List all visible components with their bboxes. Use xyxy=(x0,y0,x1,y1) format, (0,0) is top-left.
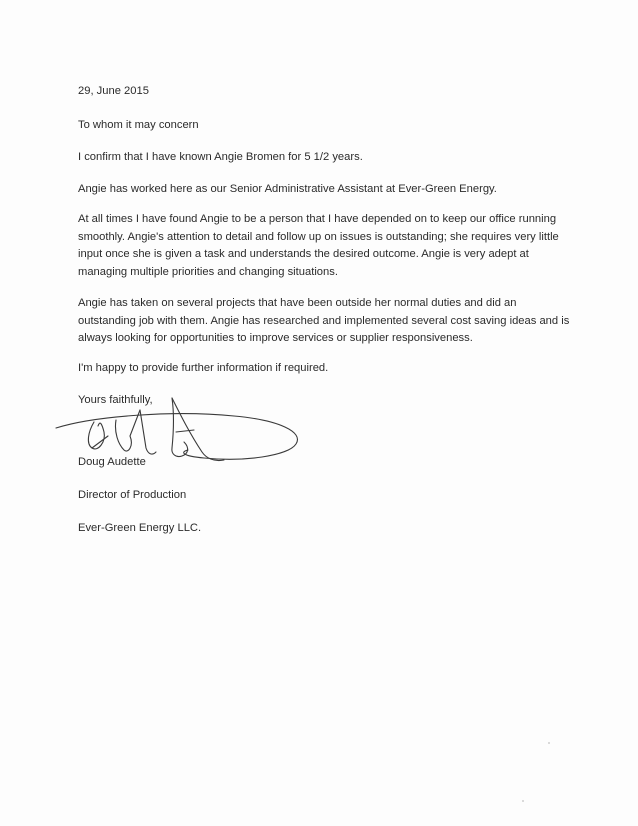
paragraph-4 xyxy=(78,295,569,348)
paragraph-5: I'm happy to provide further information if required. xyxy=(78,362,329,374)
signer-name: Doug Audette xyxy=(78,456,146,468)
paper-speck xyxy=(548,742,550,744)
paragraph-4-line: always looking for opportunities to improve services or supplier responsiveness. xyxy=(78,332,473,345)
signer-title: Director of Production xyxy=(78,489,187,501)
paragraph-4-line: Angie has taken on several projects that have been outside her normal duties and did an xyxy=(78,297,517,309)
letter-greeting: To whom it may concern xyxy=(78,119,199,131)
paragraph-4-line: outstanding job with them. Angie has researched and implemented several cost saving ideas and is xyxy=(78,314,570,327)
paragraph-2: Angie has worked here as our Senior Administrative Assistant at Ever-Green Energy. xyxy=(78,183,497,195)
paragraph-3-line: smoothly. Angie's attention to detail and follow up on issues is outstanding; she requires very little xyxy=(78,230,559,243)
handwritten-signature xyxy=(54,392,304,472)
letter-date: 29, June 2015 xyxy=(78,85,149,97)
letter-closing: Yours faithfully, xyxy=(78,394,153,406)
paragraph-3 xyxy=(78,211,559,281)
paragraph-3-line: input once she is given a task and understands the desired outcome. Angie is very adept at xyxy=(78,248,529,261)
signer-company: Ever-Green Energy LLC. xyxy=(78,522,202,534)
paragraph-3-line: At all times I have found Angie to be a person that I have depended on to keep our office running xyxy=(78,213,557,225)
paragraph-3-line: managing multiple priorities and changing situations. xyxy=(78,265,338,278)
paper-speck xyxy=(522,800,524,802)
paragraph-1: I confirm that I have known Angie Bromen for 5 1/2 years. xyxy=(78,151,363,163)
